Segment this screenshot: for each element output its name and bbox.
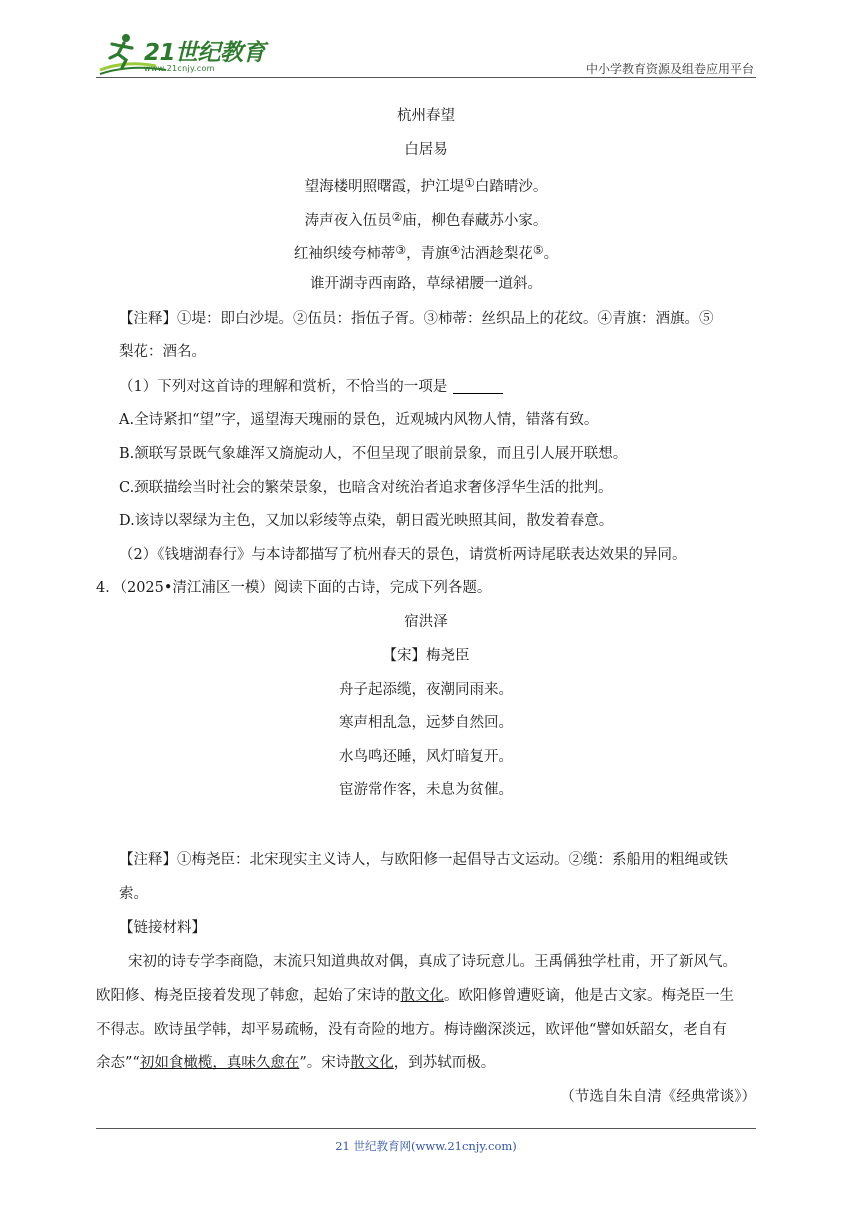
- poem2-author: 【宋】梅尧臣: [382, 648, 470, 664]
- poem2-line-1: 舟子起添缆，夜潮同雨来。: [339, 682, 513, 698]
- link-material-heading: 【链接材料】: [119, 920, 206, 936]
- poem2-note-line-2: 索。: [119, 886, 148, 902]
- poem1-title: 杭州春望: [397, 108, 455, 124]
- link-paragraph-line-3: 不得志。欧诗虽学韩，却平易疏畅，没有奇险的地方。梅诗幽深淡远，欧评他“譬如妖韶女，老自有: [96, 1022, 727, 1038]
- poem1-line-3: 红袖织绫夸柿蒂③，青旗④沽酒趁梨花⑤。: [293, 243, 559, 262]
- link-paragraph-line-1: 宋初的诗专学李商隐，末流只知道典故对偶，真成了诗玩意儿。王禹偁独学杜甫，开了新风气。: [128, 954, 737, 970]
- page-header: [96, 30, 756, 78]
- poem1-author: 白居易: [404, 142, 448, 158]
- question-1-option-d: D.该诗以翠绿为主色，又加以彩绫等点染，朝日霞光映照其间，散发着春意。: [119, 513, 614, 529]
- logo-brand-text: 21世纪教育: [144, 40, 266, 66]
- answer-blank: [453, 379, 503, 394]
- question-1-option-a: A.全诗紧扣“望”字，遥望海天瑰丽的景色，近观城内风物人情，错落有致。: [119, 412, 599, 428]
- question-1-option-c: C.颈联描绘当时社会的繁荣景象，也暗含对统治者追求奢侈浮华生活的批判。: [119, 480, 613, 496]
- poem1-note-line-1: 【注释】①堤：即白沙堤。②伍员：指伍子胥。③柿蒂：丝织品上的花纹。④青旗：酒旗。⑤: [119, 311, 714, 327]
- poem2-title: 宿洪泽: [404, 614, 448, 630]
- poem2-line-3: 水鸟鸣还睡，风灯暗复开。: [339, 749, 513, 765]
- header-divider: [96, 77, 756, 78]
- link-paragraph-line-2: 欧阳修、梅尧臣接着发现了韩愈，起始了宋诗的散文化。欧阳修曾遭贬谪，他是古文家。梅尧臣一生: [96, 988, 734, 1004]
- poem2-line-2: 寒声相乱急，远梦自然回。: [339, 715, 513, 731]
- header-platform-text: 中小学教育资源及组卷应用平台: [585, 62, 754, 76]
- link-source: （节选自朱自清《经典常谈》）: [560, 1089, 756, 1105]
- question-2: （2）《钱塘湖春行》与本诗都描写了杭州春天的景色，请赏析两诗尾联表达效果的异同。: [119, 547, 687, 563]
- poem1-line-2: 涛声夜入伍员②庙，柳色春藏苏小家。: [304, 210, 548, 229]
- poem1-line-1: 望海楼明照曙霞，护江堤①白踏晴沙。: [304, 176, 548, 195]
- question-1-option-b: B.颔联写景既气象雄浑又旖旎动人，不但呈现了眼前景象，而且引人展开联想。: [119, 446, 628, 462]
- link-paragraph-line-4: 余态”“初如食橄榄，真味久愈在”。宋诗散文化，到苏轼而极。: [96, 1055, 496, 1071]
- footer-divider: [96, 1128, 756, 1129]
- logo-url-text: www.21cnjy.com: [144, 64, 215, 73]
- question-1-stem: （1）下列对这首诗的理解和赏析，不恰当的一项是: [119, 377, 503, 397]
- footer-text: 21 世纪教育网(www.21cnjy.com): [335, 1139, 517, 1153]
- poem2-note-line-1: 【注释】①梅尧臣：北宋现实主义诗人，与欧阳修一起倡导古文运动。②缆：系船用的粗绳或铁: [119, 852, 728, 868]
- poem1-note-line-2: 梨花：酒名。: [119, 344, 206, 360]
- question-4-heading: 4．（2025•清江浦区一模）阅读下面的古诗，完成下列各题。: [96, 580, 492, 596]
- poem2-line-4: 宦游常作客，未息为贫催。: [339, 782, 513, 798]
- poem1-line-4: 谁开湖寺西南路，草绿裙腰一道斜。: [310, 276, 542, 292]
